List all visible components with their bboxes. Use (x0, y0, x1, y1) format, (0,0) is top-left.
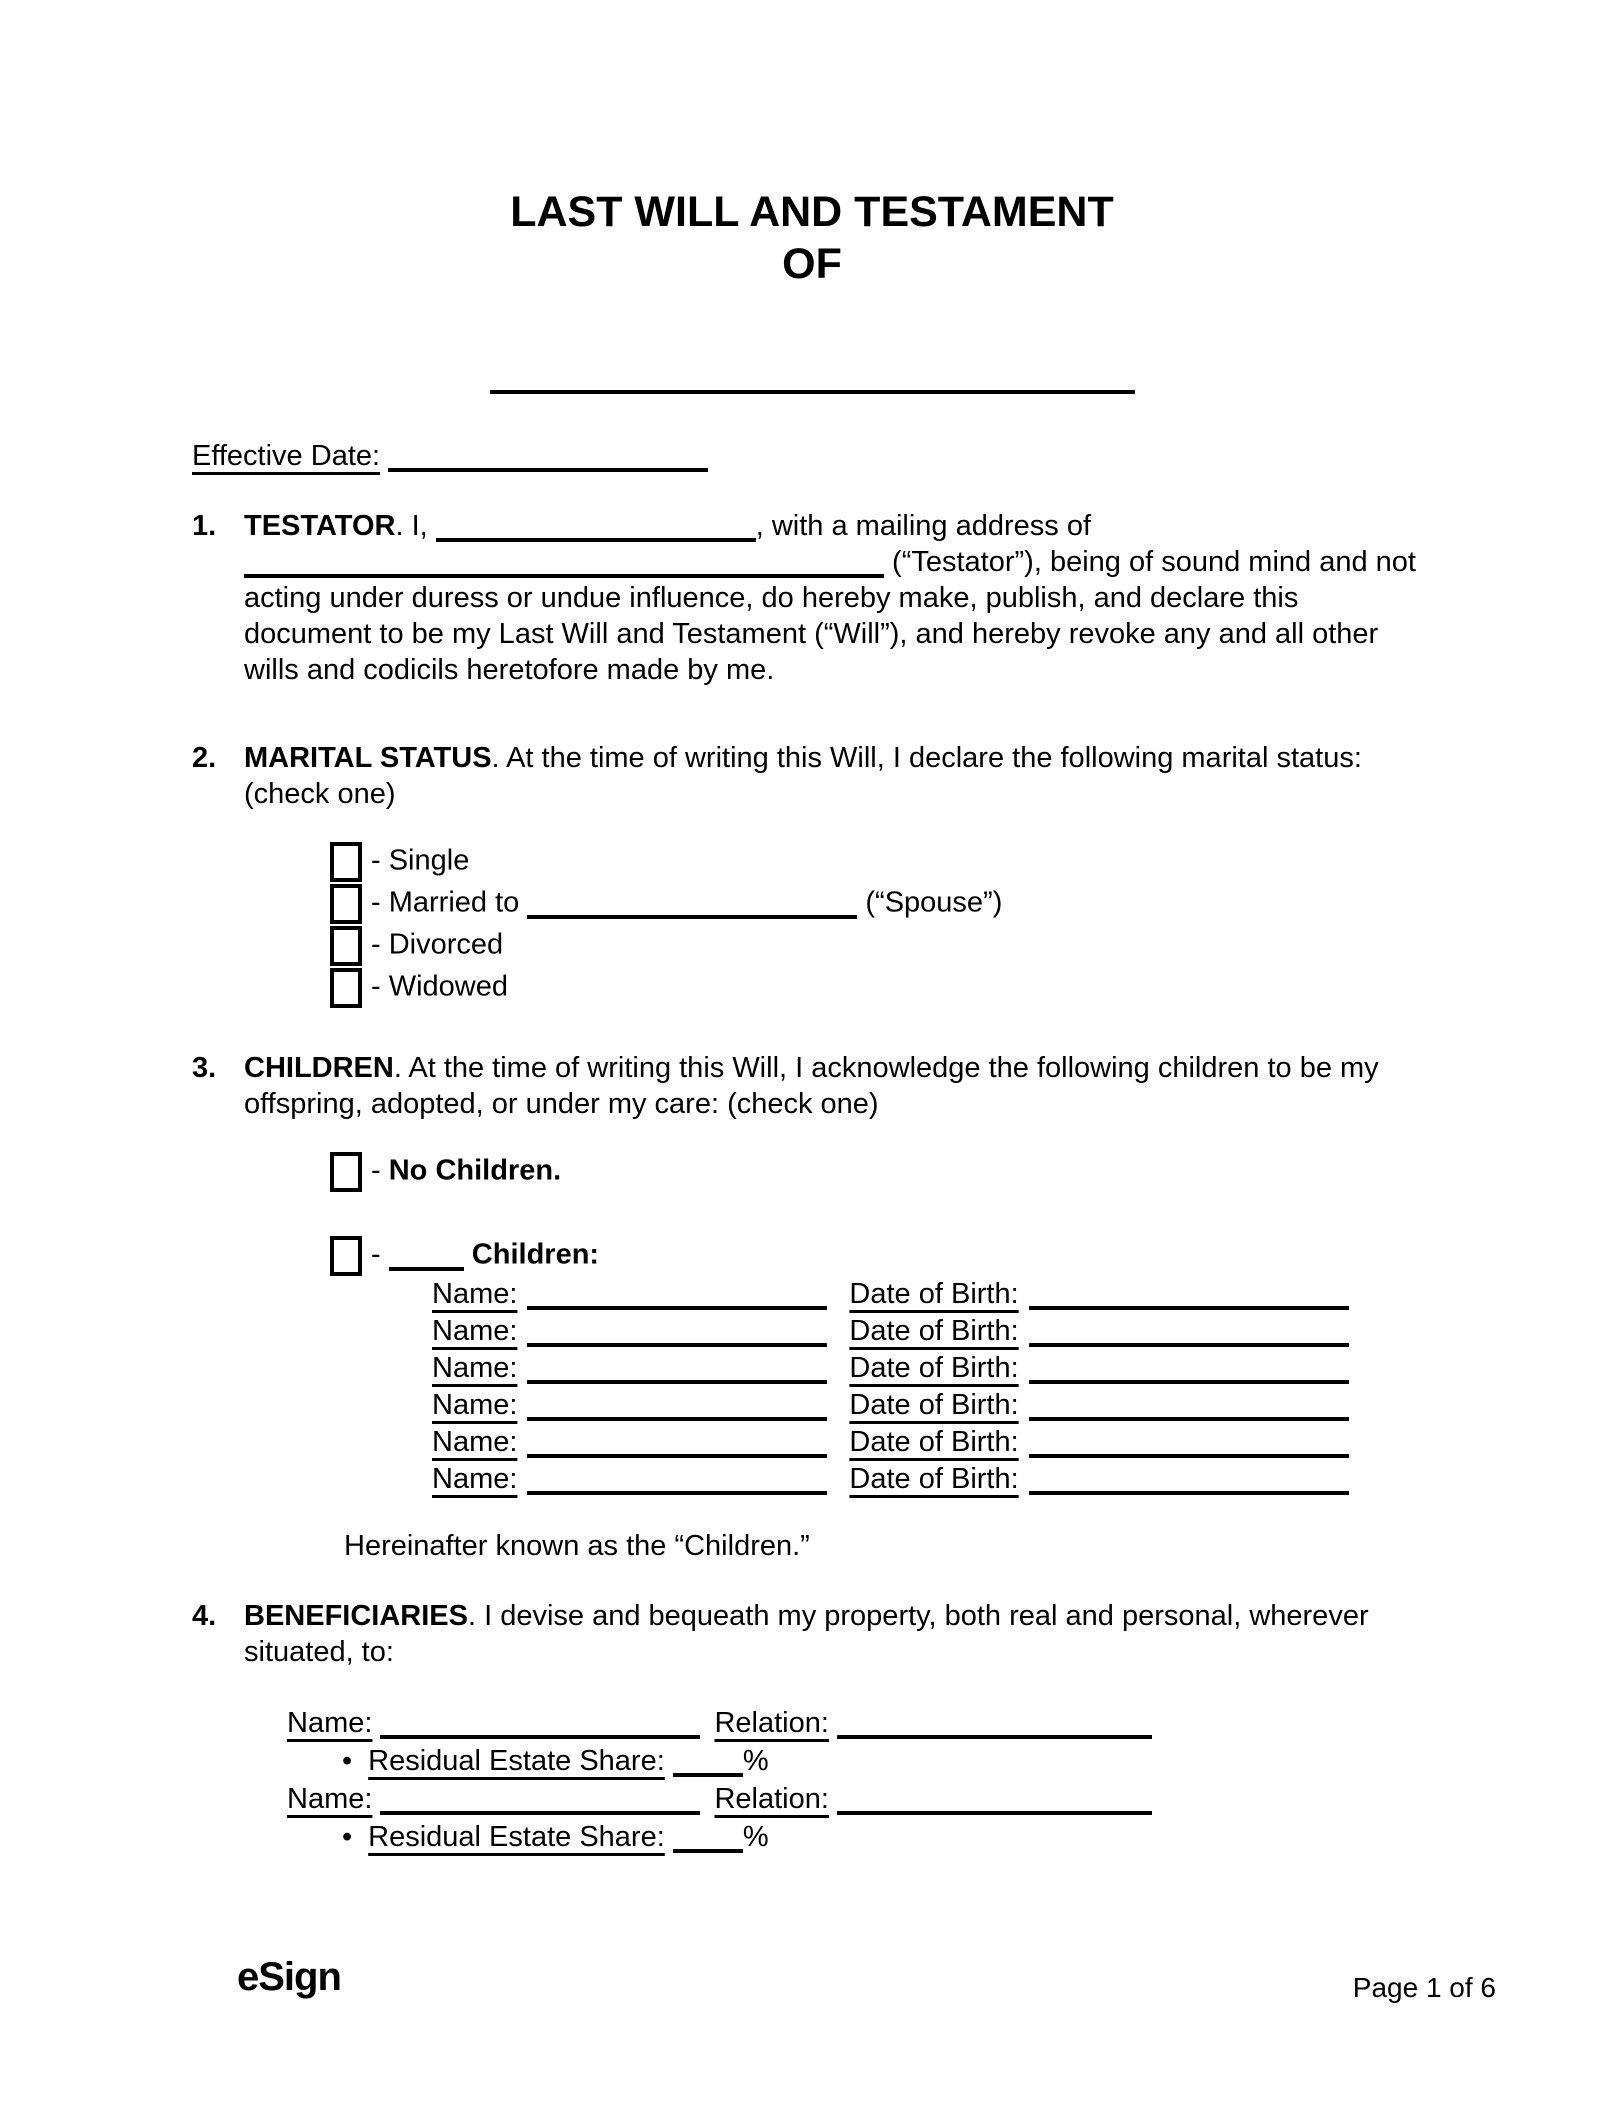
section-marital-number: 2. (192, 742, 217, 774)
child-row-6 (432, 1461, 1432, 1498)
section-testator (192, 508, 1432, 688)
beneficiaries-body-text: . I devise and bequeath my property, both real and personal, wherever situated, to: (244, 1600, 1369, 1668)
marital-options (330, 842, 1432, 1008)
child-dob-blank-3[interactable] (1029, 1380, 1349, 1384)
no-children-label: No Children. (388, 1154, 562, 1187)
testator-after-name-text: , with a mailing address of (755, 510, 1092, 542)
testator-lead-text: . I, (395, 510, 436, 542)
percent-sign: % (742, 1745, 769, 1777)
child-row-4 (432, 1387, 1432, 1424)
child-name-label: Name: (432, 1278, 518, 1310)
title-line-2: OF (782, 240, 842, 288)
no-children-checkbox[interactable] (330, 1152, 362, 1192)
marital-option-widowed (330, 968, 1432, 1008)
no-children-option (330, 1152, 1432, 1192)
section-beneficiaries-body (244, 1598, 1432, 1856)
child-dob-blank-2[interactable] (1029, 1343, 1349, 1347)
beneficiary-row-2 (287, 1780, 1432, 1818)
section-children-number: 3. (192, 1052, 217, 1084)
child-dob-blank-5[interactable] (1029, 1454, 1349, 1458)
beneficiary-relation-blank-2[interactable] (837, 1811, 1152, 1815)
spouse-name-blank[interactable] (527, 915, 857, 919)
child-dob-label: Date of Birth: (849, 1352, 1019, 1384)
marital-body-text: . At the time of writing this Will, I declare the following marital status: (check one) (244, 742, 1362, 810)
child-name-label: Name: (432, 1389, 518, 1421)
hereinafter-note: Hereinafter known as the “Children.” (344, 1530, 810, 1562)
divorced-label: - Divorced (371, 928, 504, 961)
marital-option-married (330, 884, 1432, 924)
beneficiary-relation-label: Relation: (714, 1707, 829, 1739)
bullet-icon: • (342, 1821, 353, 1853)
beneficiary-name-blank-1[interactable] (380, 1735, 700, 1739)
child-dob-label: Date of Birth: (849, 1463, 1019, 1495)
married-label: - Married to (371, 886, 520, 919)
child-dob-blank-1[interactable] (1029, 1306, 1349, 1310)
children-label: Children: (471, 1238, 600, 1271)
testator-after-address-text: (“Testator”), being of sound mind and not acting under duress or undue influence, do hereby make, publish, and declare this document to be my Last Will and Testament (“Will”), and hereby revoke any and all other wills and codicils heretofore made by me. (244, 546, 1416, 686)
child-dob-label: Date of Birth: (849, 1389, 1019, 1421)
beneficiary-relation-label: Relation: (714, 1783, 829, 1815)
section-marital-status (192, 740, 1432, 1010)
marital-option-divorced (330, 926, 1432, 966)
page-number: Page 1 of 6 (1352, 1972, 1496, 2003)
children-checkbox[interactable] (330, 1236, 362, 1276)
child-dob-label: Date of Birth: (849, 1315, 1019, 1347)
child-row-2 (432, 1313, 1432, 1350)
effective-date-label: Effective Date: (192, 440, 381, 472)
percent-sign: % (742, 1821, 769, 1853)
beneficiary-row-1 (287, 1704, 1432, 1742)
section-children (192, 1050, 1432, 1564)
title-line-1: LAST WILL AND TESTAMENT (510, 188, 1114, 236)
residual-share-label: Residual Estate Share: (368, 1821, 665, 1853)
beneficiary-name-label: Name: (287, 1783, 373, 1815)
section-testator-number: 1. (192, 510, 217, 542)
testator-name-title-blank[interactable] (490, 390, 1135, 394)
effective-date-row (192, 438, 1432, 474)
section-children-heading: CHILDREN (244, 1052, 394, 1084)
child-row-5 (432, 1424, 1432, 1461)
children-table (432, 1276, 1432, 1498)
section-children-body (244, 1050, 1432, 1564)
single-label: - Single (371, 844, 470, 877)
divorced-checkbox[interactable] (330, 926, 362, 966)
child-name-label: Name: (432, 1463, 518, 1495)
spouse-suffix-label: (“Spouse”) (865, 886, 1003, 919)
children-count-option (330, 1236, 1432, 1276)
children-dash: - (371, 1238, 381, 1271)
testator-address-blank[interactable] (244, 574, 884, 578)
section-marital-body (244, 740, 1432, 1010)
children-body-text: . At the time of writing this Will, I acknowledge the following children to be my offspring, adopted, or under my care: (check one) (244, 1052, 1379, 1120)
child-dob-label: Date of Birth: (849, 1278, 1019, 1310)
section-marital-heading: MARITAL STATUS (244, 742, 492, 774)
child-name-blank-3[interactable] (527, 1380, 827, 1384)
beneficiaries-list (287, 1704, 1432, 1856)
section-testator-body (244, 508, 1432, 688)
marital-option-single (330, 842, 1432, 882)
child-row-3 (432, 1350, 1432, 1387)
child-name-blank-1[interactable] (527, 1306, 827, 1310)
child-name-blank-5[interactable] (527, 1454, 827, 1458)
child-name-label: Name: (432, 1426, 518, 1458)
child-name-blank-6[interactable] (527, 1491, 827, 1495)
section-beneficiaries (192, 1598, 1432, 1856)
widowed-label: - Widowed (371, 970, 508, 1003)
beneficiary-relation-blank-1[interactable] (837, 1735, 1152, 1739)
section-testator-heading: TESTATOR (244, 510, 396, 542)
child-dob-label: Date of Birth: (849, 1426, 1019, 1458)
no-children-dash: - (371, 1154, 381, 1187)
child-dob-blank-4[interactable] (1029, 1417, 1349, 1421)
single-checkbox[interactable] (330, 842, 362, 882)
beneficiary-share-row-1 (342, 1742, 1432, 1780)
married-checkbox[interactable] (330, 884, 362, 924)
effective-date-blank[interactable] (388, 468, 708, 472)
child-name-label: Name: (432, 1315, 518, 1347)
child-name-label: Name: (432, 1352, 518, 1384)
section-beneficiaries-heading: BENEFICIARIES (244, 1600, 468, 1632)
document-title (192, 0, 1432, 290)
beneficiary-share-row-2 (342, 1818, 1432, 1856)
section-beneficiaries-number: 4. (192, 1600, 217, 1632)
residual-share-blank-1[interactable] (673, 1773, 743, 1777)
child-name-blank-4[interactable] (527, 1417, 827, 1421)
esign-logo: eSign (237, 1955, 341, 1999)
child-dob-blank-6[interactable] (1029, 1491, 1349, 1495)
beneficiary-name-blank-2[interactable] (380, 1811, 700, 1815)
beneficiary-name-label: Name: (287, 1707, 373, 1739)
residual-share-blank-2[interactable] (673, 1849, 743, 1853)
residual-share-label: Residual Estate Share: (368, 1745, 665, 1777)
children-count-blank[interactable] (389, 1267, 464, 1271)
testator-name-blank[interactable] (436, 538, 756, 542)
child-row-1 (432, 1276, 1432, 1313)
child-name-blank-2[interactable] (527, 1343, 827, 1347)
bullet-icon: • (342, 1745, 353, 1777)
widowed-checkbox[interactable] (330, 968, 362, 1008)
